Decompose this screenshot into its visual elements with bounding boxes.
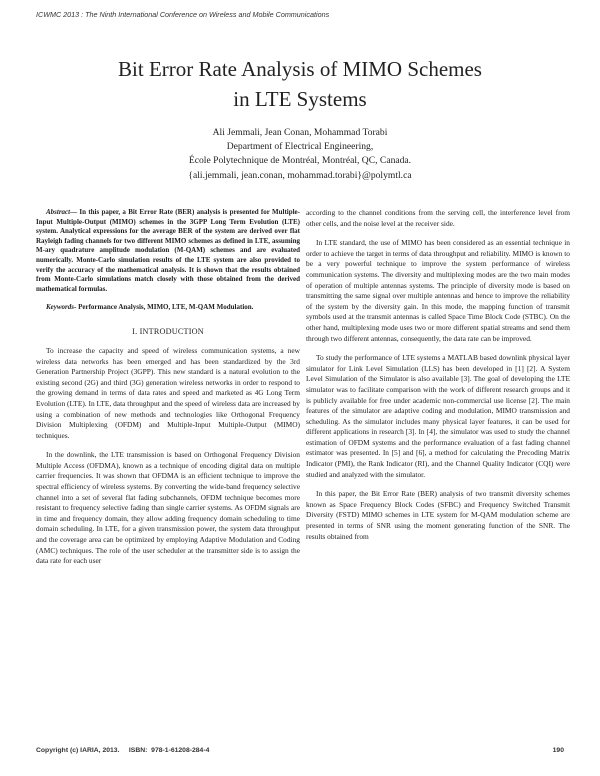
title-line-2: in LTE Systems: [233, 87, 367, 111]
section-title: [140, 327, 204, 336]
page-footer: [36, 747, 564, 754]
keywords-paragraph: [36, 303, 300, 313]
section-number: I.: [132, 326, 138, 336]
body-paragraph: according to the channel conditions from the serving cell, the interference level from other cells, and the noise level at the receiver side.: [306, 208, 570, 228]
paper-title: [40, 54, 560, 114]
title-line-1: Bit Error Rate Analysis of MIMO Schemes: [118, 57, 482, 81]
section-title-initial: I: [139, 326, 143, 336]
body-paragraph: To study the performance of LTE systems a MATLAB based downlink physical layer simulator for Link Level Simulation (LLS) has been developed in [1] [2]. A System Level Simulation of the Simulator is also available [3]. The goal of developing the LTE simulator was to facilitate comparison with the work of different research groups and it is publicly available for free under academic non-commercial use license [2]. The main features of the simulator are adaptive coding and modulation, MIMO transmission and scheduling. As the simulator includes many physical layer features, it can be used for different applications in research [3]. In [4], the simulator was used to study the channel estimation of OFDM systems and the performance evaluation of a fast fading channel estimator was presented. In [5] and [6], a method for calculating the Precoding Matrix Indicator (PMI), the Rank Indicator (RI), and the Channel Quality Indicator (CQI) were studied and analyzed with the simulator.: [306, 353, 570, 479]
author-block: [40, 126, 560, 183]
body-paragraph: To increase the capacity and speed of wireless communication systems, a new wireless data networks has been emerged and has been standardized by the 3rd Generation Partnership Project (3GPP). This new standard is a natural evolution to the existing second (2G) and third (3G) generation wireless networks in order to respond to the growing demand in terms of data rates and speed and marketed as 4G Long Term Evolution (LTE). In LTE, data throughput and the speed of wireless data are increased by using a combination of new methods and technologies like Orthogonal Frequency Division Multiplexing (OFDM) and Multiple-Input Multiple-Output (MIMO) techniques.: [36, 345, 300, 440]
body-paragraph: In the downlink, the LTE transmission is based on Orthogonal Frequency Division Multiple Access (OFDMA), known as a technique of encoding digital data on multiple carrier frequencies. It was shown that OFDMA is an efficient technique to improve the spectral efficiency of wireless systems. By converting the wide-band frequency selective channel into a set of several flat fading subchannels, OFDM technique becomes more resistant to frequency selective fading than single carrier systems. As OFDM signals are in time and frequency domain, they allow adding frequency domain scheduling to time domain scheduling. In LTE, for a given transmission power, the system data throughput and the coverage area can be optimized by employing Adaptive Modulation and Coding (AMC) techniques. The role of the user scheduler at the transmitter side is to assign the data rate for each user: [36, 450, 300, 566]
author-department: Department of Electrical Engineering,: [226, 141, 374, 153]
right-column: [306, 208, 570, 542]
abstract: [36, 208, 300, 313]
page-number: 190: [552, 747, 564, 754]
author-institution: École Polytechnique de Montréal, Montréal, QC, Canada.: [188, 155, 412, 167]
keywords-text: Performance Analysis, MIMO, LTE, M-QAM Modulation.: [76, 303, 254, 312]
author-emails: {ali.jemmali, jean.conan, mohammad.torabi}@polymtl.ca: [188, 169, 412, 181]
body-paragraph: In this paper, the Bit Error Rate (BER) analysis of two transmit diversity schemes known as Space Frequency Block Codes (SFBC) and Frequency Switched Transmit Diversity (FSTD) MIMO schemes in LTE system for M-QAM modulation scheme are presented in terms of SNR using the moment generating function of the SNR. The results obtained from: [306, 489, 570, 541]
section-title-rest: NTRODUCTION: [142, 326, 204, 336]
copyright-isbn: Copyright (c) IARIA, 2013. ISBN: 978-1-61208-284-4: [36, 747, 210, 754]
conference-header: ICWMC 2013 : The Ninth International Conference on Wireless and Mobile Communications: [36, 10, 330, 19]
abstract-paragraph: [36, 208, 300, 294]
left-column: [36, 208, 300, 567]
author-names: Ali Jemmali, Jean Conan, Mohammad Torabi: [212, 127, 388, 138]
keywords-label: Keywords-: [46, 303, 77, 312]
body-paragraph: In LTE standard, the use of MIMO has been considered as an essential technique in order to achieve the target in terms of data throughput and reliability. MIMO is known to be a very powerful technique to improve the system performance of wireless communication systems. The diversity and multiplexing modes are the two main modes of operation of multiple antennas systems. The principle of diversity mode is based on transmitting the same signal over multiple antennas and hence to improve the reliability of the system by the diversity gain. In this mode, the mapping function of transmit symbols used at the transmit antennas is called Space Time Block Code (STBC). On the other hand, multiplexing mode uses two or more different spatial streams and send them through two different antennas, consequently, the data rate can be improved.: [306, 238, 570, 343]
abstract-label: Abstract: [46, 208, 71, 216]
section-heading-introduction: [36, 327, 300, 336]
abstract-text: — In this paper, a Bit Error Rate (BER) analysis is presented for Multiple-Input Multiple-Output (MIMO) schemes in the 3GPP Long Term Evolution (LTE) system. Analytical expressions for the average BER of the system are derived over flat Rayleigh fading channels for two different MIMO schemes as defined in LTE, assuming M-ary quadrature amplitude modulation (M-QAM) schemes and are evaluated numerically. Monte-Carlo simulation results of the LTE system are also provided to verify the accuracy of the mathematical analysis. It is shown that the results obtained from Monte-Carlo simulations match closely with those obtained from the derived mathematical formulas.: [36, 208, 300, 293]
